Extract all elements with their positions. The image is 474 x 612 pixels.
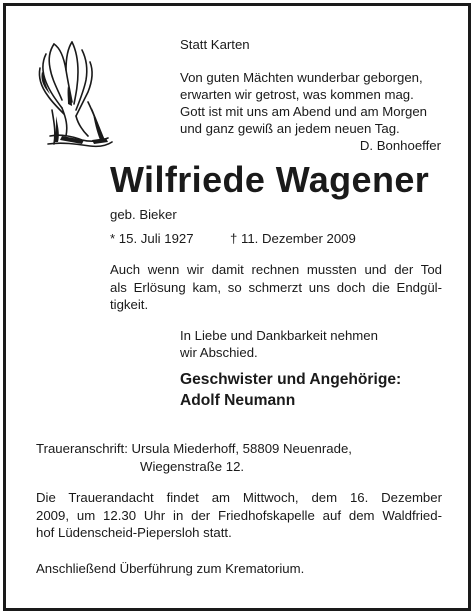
poem-line: Von guten Mächten wunderbar geborgen, (180, 70, 423, 85)
message-line: als Erlösung kam, so schmerzt uns doch die Endgül- (110, 279, 442, 295)
mourning-address-street: Wiegenstraße 12. (140, 459, 245, 474)
message-line: Auch wenn wir damit rechnen mussten und der Tod (110, 262, 442, 277)
death-date: † 11. Dezember 2009 (230, 231, 356, 246)
poem-line: Gott ist mit uns am Abend und am Morgen (180, 104, 428, 119)
praying-hands-icon (32, 36, 140, 148)
birth-date: * 15. Juli 1927 (110, 231, 194, 246)
service-line: Die Trauerandacht findet am Mittwoch, dem 16. Dezember (36, 490, 442, 505)
service-paragraph (36, 489, 442, 542)
mourning-address: Traueranschrift: Ursula Miederhoff, 58809 Neuenrade, (36, 441, 352, 456)
message-paragraph (110, 261, 442, 314)
farewell-line: wir Abschied. (180, 345, 258, 360)
maiden-name: geb. Bieker (110, 207, 177, 222)
service-line: 2009, um 12.30 Uhr in der Friedhofskapelle auf dem Waldfried- (36, 507, 442, 523)
poem-line: und ganz gewiß an jedem neuen Tag. (180, 121, 400, 136)
message-line: tigkeit. (110, 297, 149, 312)
signatory-name: Adolf Neumann (180, 392, 296, 409)
poem-line: erwarten wir getrost, was kommen mag. (180, 87, 414, 102)
poem-author: D. Bonhoeffer (359, 138, 441, 153)
closing-note: Anschließend Überführung zum Krematorium. (36, 561, 305, 576)
service-line: hof Lüdenscheid-Piepersloh statt. (36, 525, 232, 540)
signatories-heading: Geschwister und Angehörige: (180, 371, 402, 388)
farewell-line: In Liebe und Dankbarkeit nehmen (180, 328, 378, 343)
statt-karten-label: Statt Karten (180, 37, 250, 52)
deceased-name: Wilfriede Wagener (110, 159, 430, 200)
